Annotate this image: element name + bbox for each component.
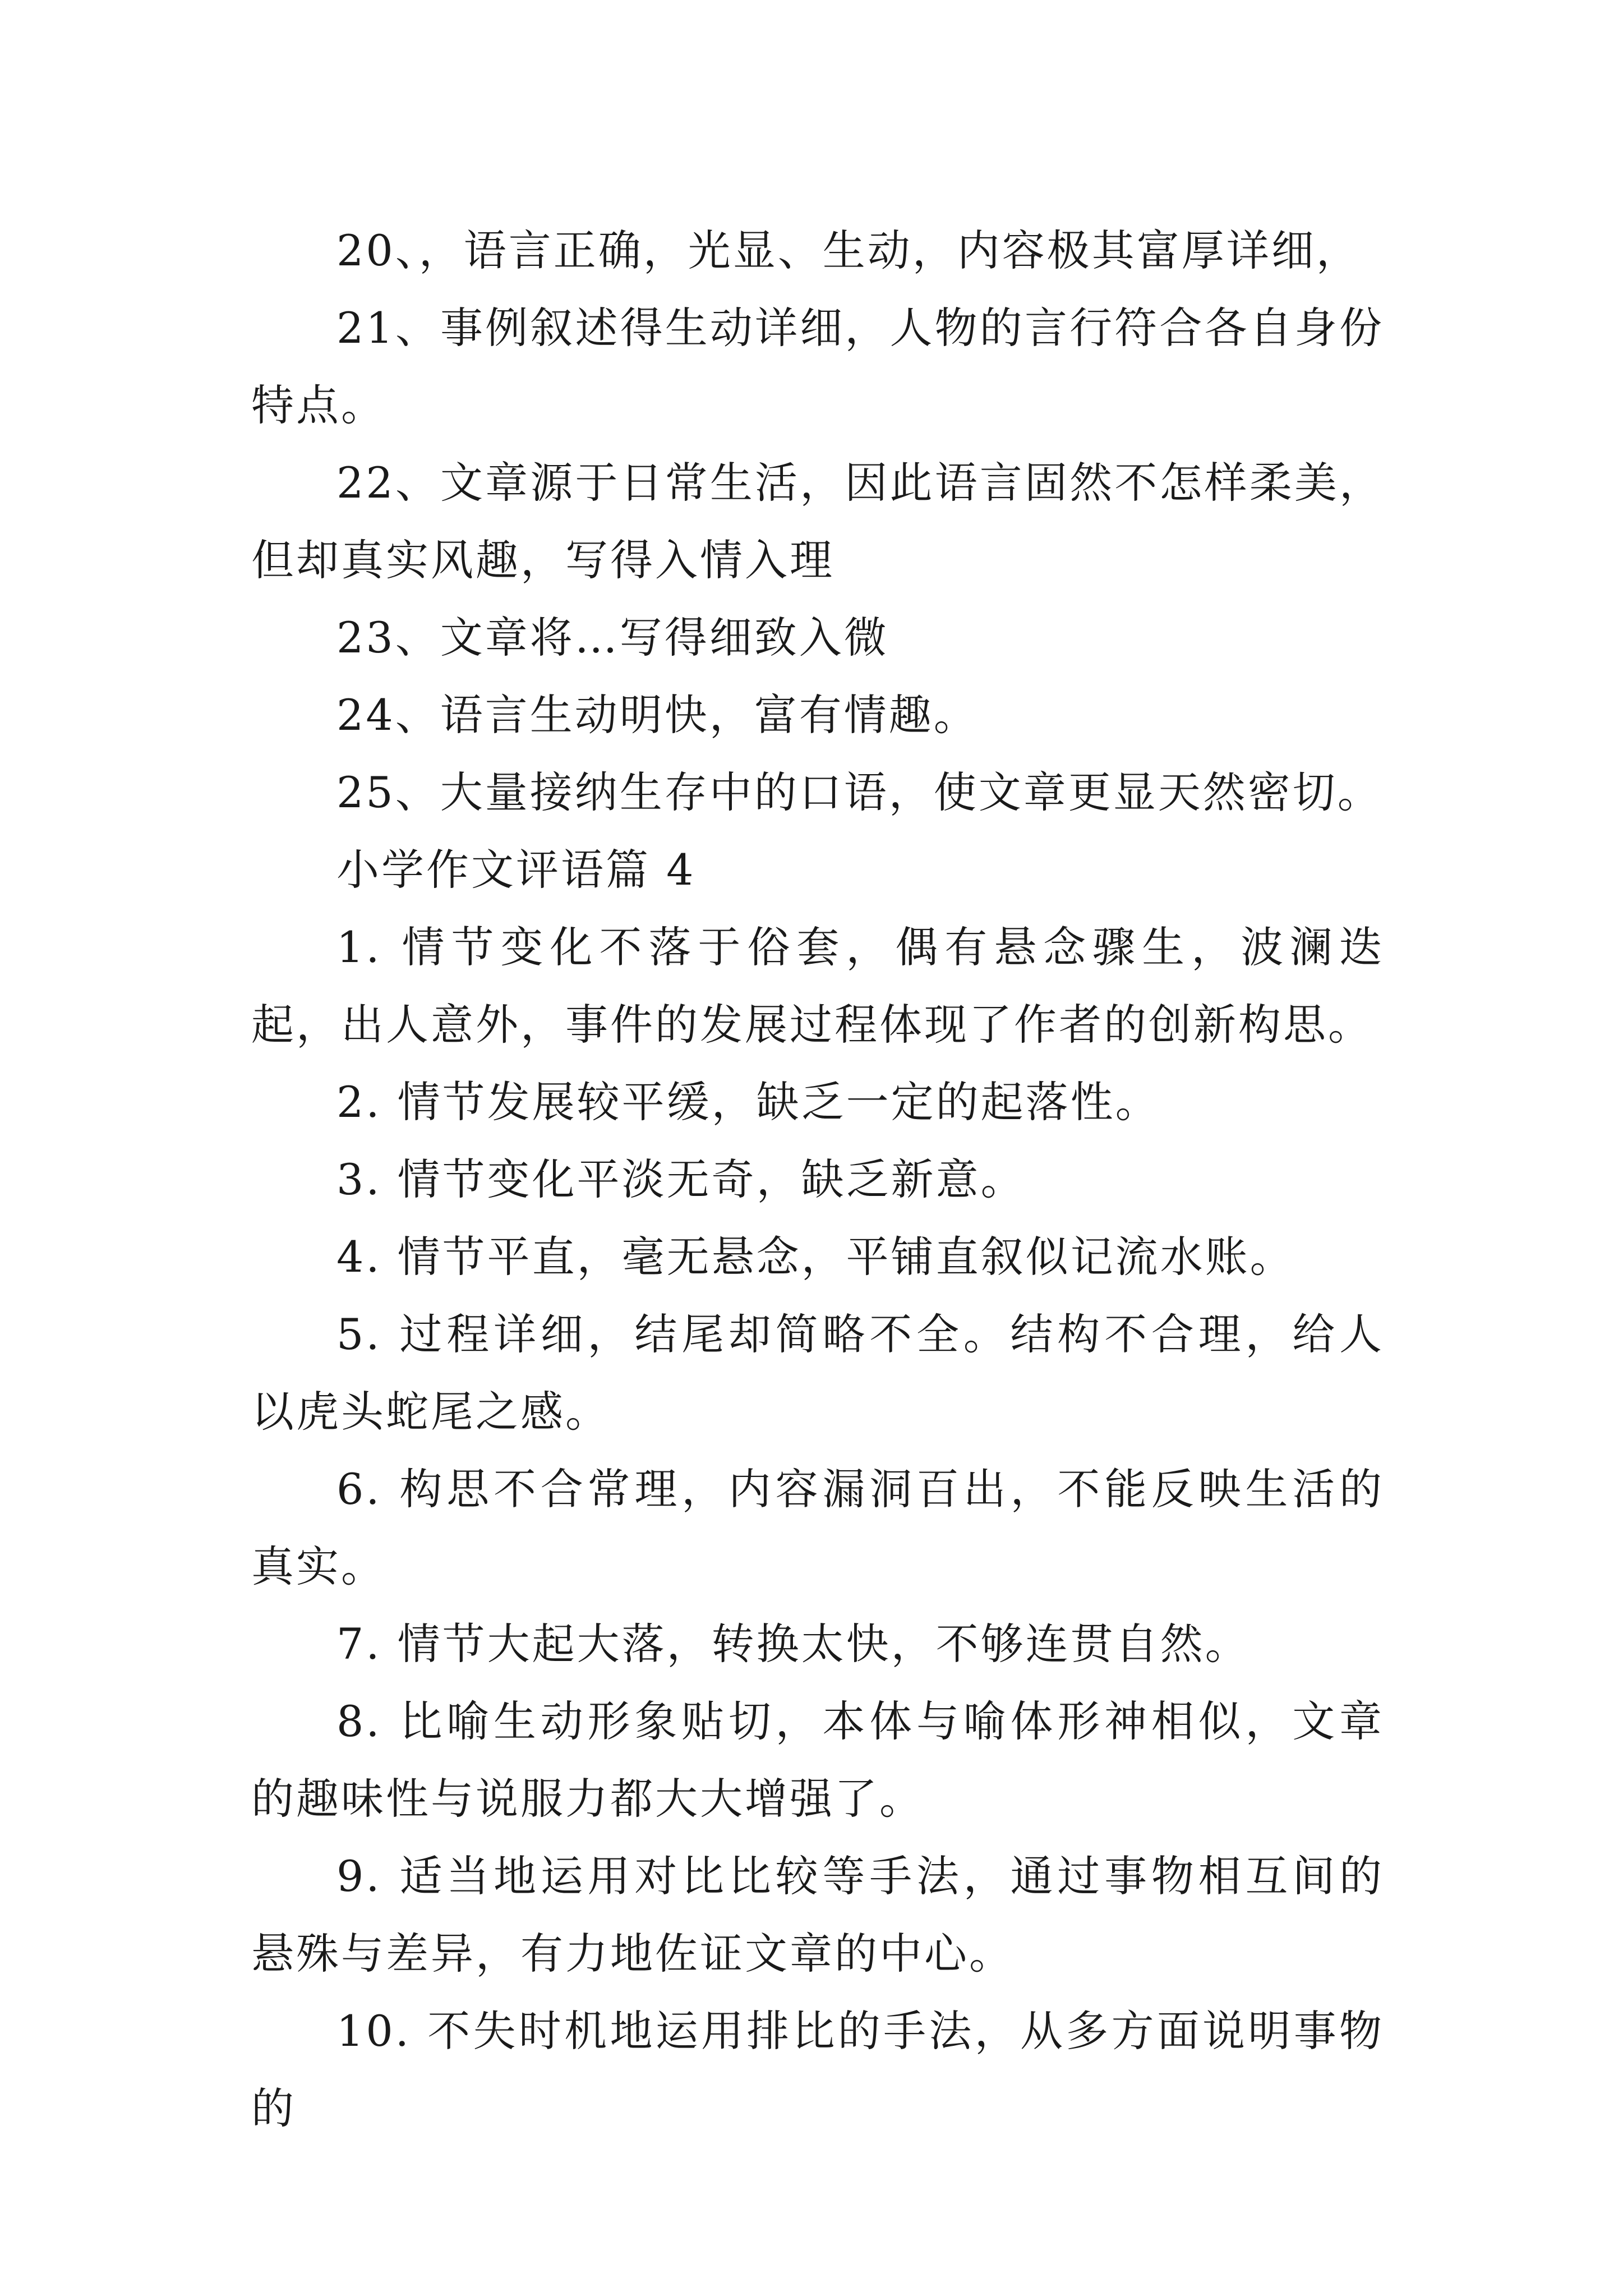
paragraph-22: 22、文章源于日常生活，因此语言固然不怎样柔美，但却真实风趣，写得入情入理 (251, 458, 1384, 585)
paragraph-24: 24、语言生动明快，富有情趣。 (336, 690, 979, 740)
paragraph-item-9: 9. 适当地运用对比比较等手法，通过事物相互间的悬殊与差异，有力地佐证文章的中心。 (251, 1851, 1384, 1978)
paragraph-21: 21、事例叙述得生动详细，人物的言行符合各自身份特点。 (251, 303, 1384, 430)
paragraph-item-2: 2. 情节发展较平缓，缺乏一定的起落性。 (336, 1077, 1160, 1127)
paragraph-20: 20、，语言正确，光显、生动，内容极其富厚详细， (336, 226, 1361, 275)
paragraph-item-1: 1. 情节变化不落于俗套，偶有悬念骤生，波澜迭起，出人意外，事件的发展过程体现了作者的创新构思。 (251, 922, 1384, 1050)
paragraph-25: 25、大量接纳生存中的口语，使文章更显天然密切。 (336, 767, 1382, 817)
paragraph-item-5: 5. 过程详细，结尾却简略不全。结构不合理，给人以虎头蛇尾之感。 (251, 1309, 1384, 1437)
section-heading: 小学作文评语篇 4 (336, 845, 696, 895)
paragraph-item-8: 8. 比喻生动形象贴切，本体与喻体形神相似，文章的趣味性与说服力都大大增强了。 (251, 1696, 1384, 1824)
paragraph-23: 23、文章将…写得细致入微 (336, 613, 889, 662)
paragraph-item-6: 6. 构思不合常理，内容漏洞百出，不能反映生活的真实。 (251, 1464, 1384, 1591)
paragraph-item-7: 7. 情节大起大落，转换太快，不够连贯自然。 (336, 1619, 1250, 1669)
paragraph-item-3: 3. 情节变化平淡无奇，缺乏新意。 (336, 1154, 1026, 1204)
document-body (251, 212, 1384, 2147)
paragraph-item-10: 10. 不失时机地运用排比的手法，从多方面说明事物的 (251, 2006, 1384, 2133)
paragraph-item-4: 4. 情节平直，毫无悬念，平铺直叙似记流水账。 (336, 1232, 1295, 1282)
